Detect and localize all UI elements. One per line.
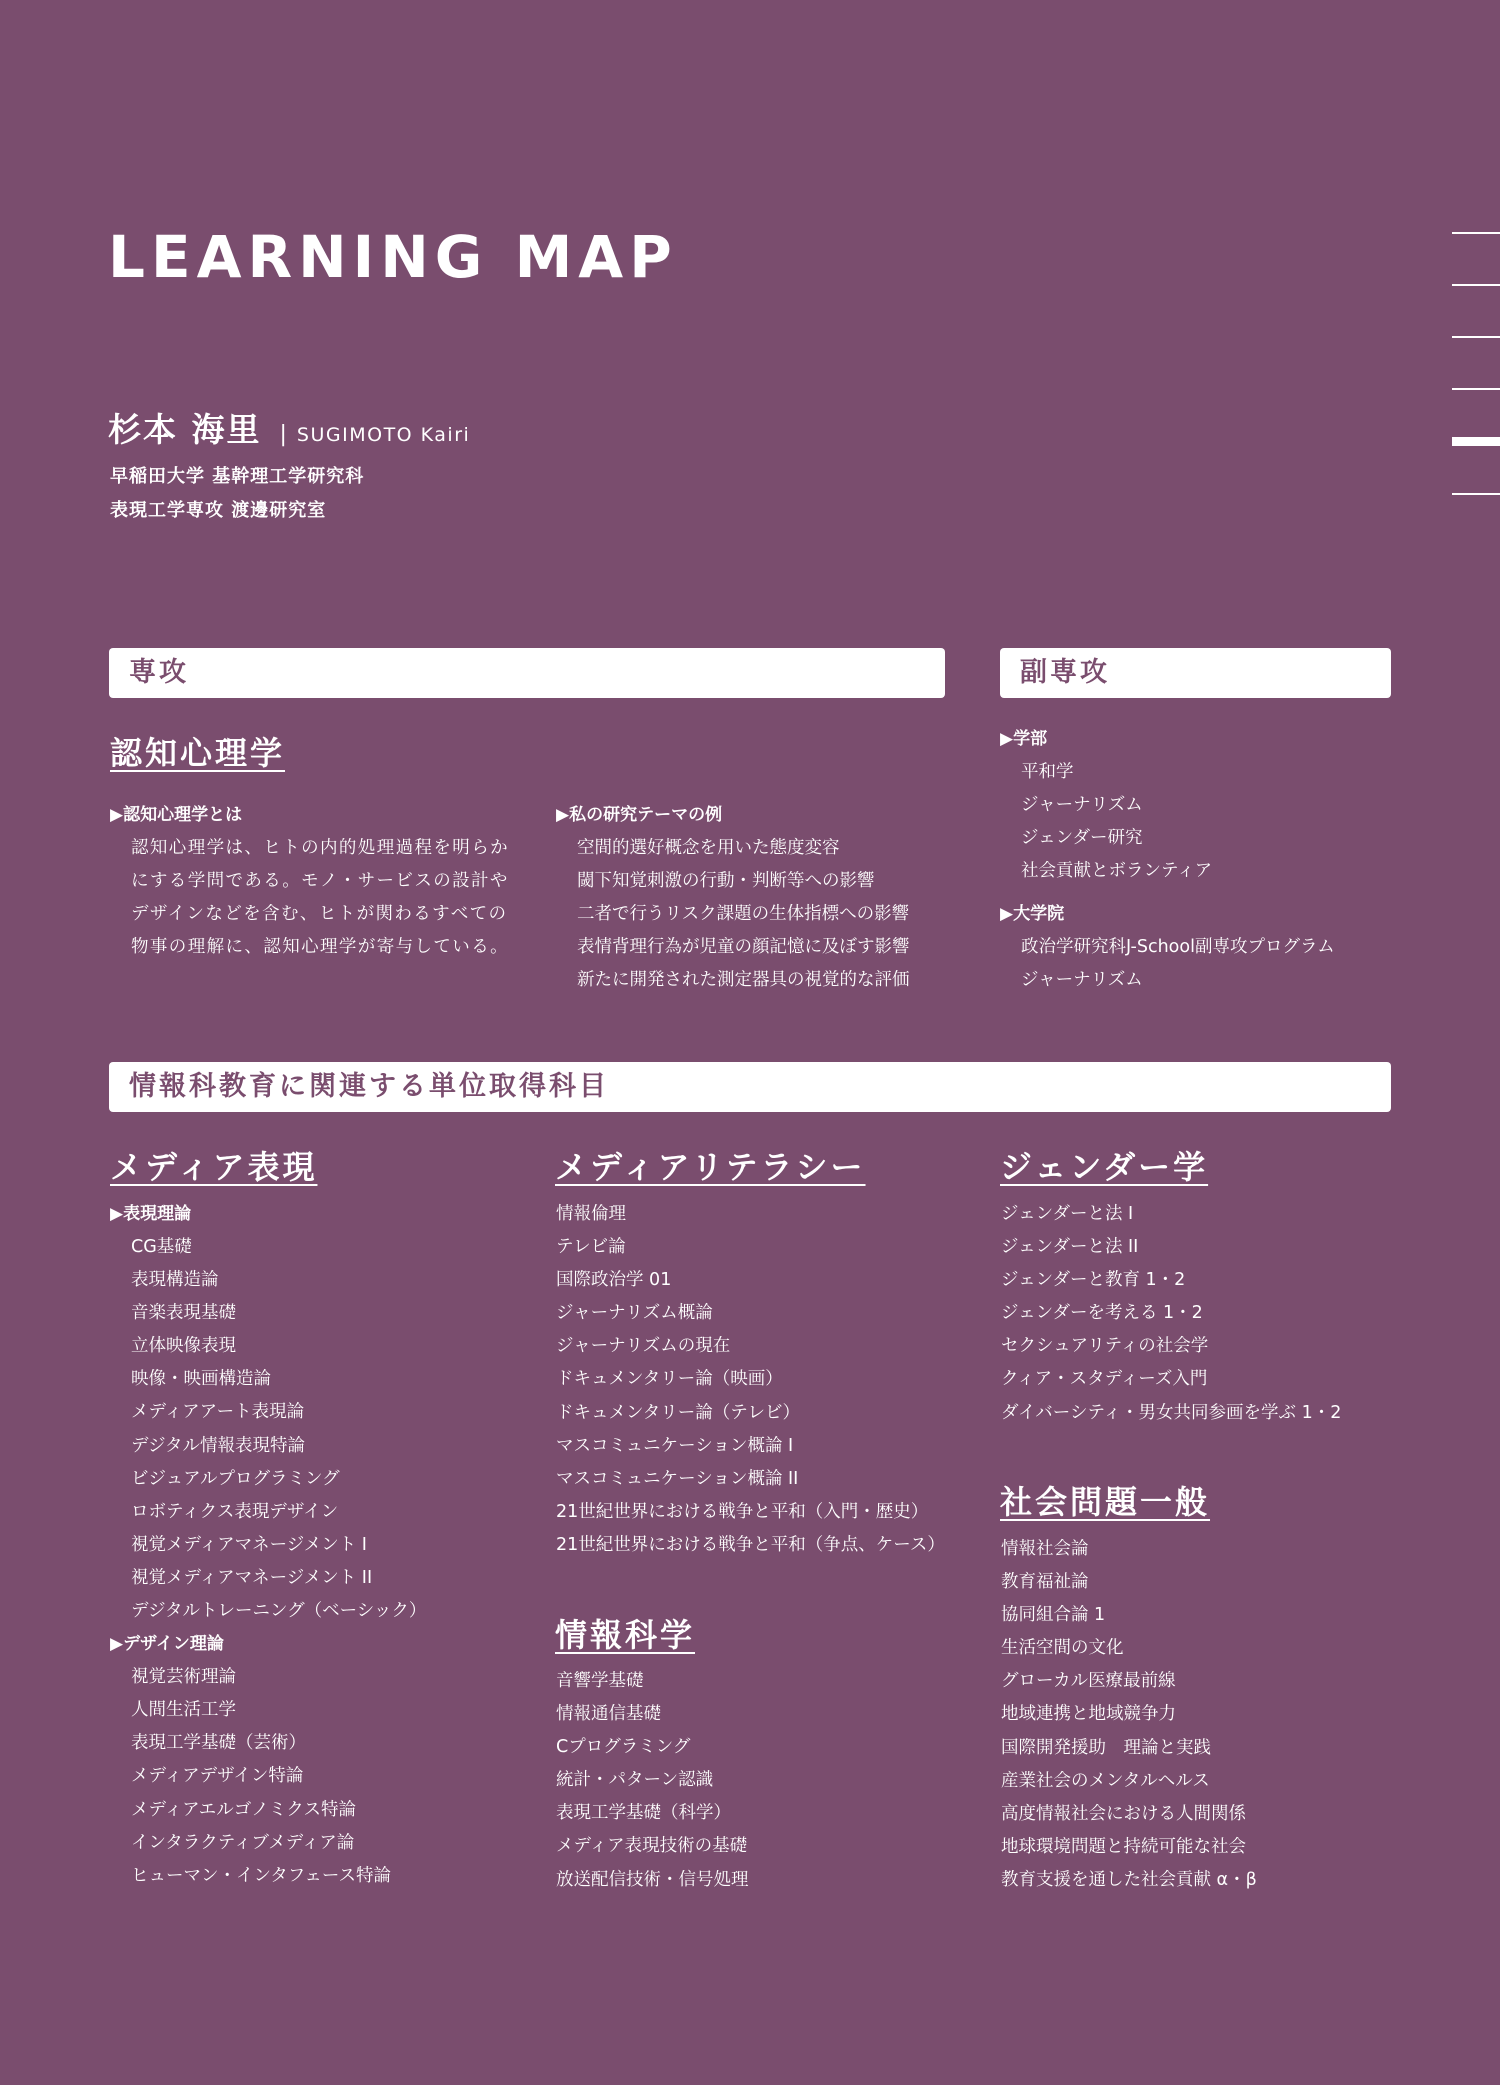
about-text: 認知心理学は、ヒトの内的処理過程を明らかにする学問である。モノ・サービスの設計やデザインなどを含む、ヒトが関わるすべての物事の理解に、認知心理学が寄与している。 [131, 838, 509, 957]
course-item: 視覚メディアマネージメント I [131, 1534, 367, 1555]
media-literacy-heading: メディアリテラシー [555, 1148, 866, 1186]
section-nav-tick-4[interactable] [1452, 388, 1500, 390]
course-item: ジャーナリズムの現在 [556, 1336, 731, 1357]
name-separator: | [279, 422, 287, 447]
affiliation-lab: 表現工学専攻 渡邊研究室 [110, 500, 327, 521]
course-item: ヒューマン・インタフェース特論 [131, 1865, 392, 1886]
major-themes [556, 799, 910, 997]
course-item: ロボティクス表現デザイン [131, 1501, 339, 1522]
name-english: SUGIMOTO Kairi [296, 424, 471, 446]
course-item: 人間生活工学 [131, 1700, 236, 1721]
course-item: 音楽表現基礎 [131, 1303, 236, 1324]
about-title: ▶認知心理学とは [110, 805, 243, 825]
information-science-heading: 情報科学 [555, 1616, 696, 1654]
gender-studies-heading: ジェンダー学 [1000, 1148, 1209, 1186]
media-expression-heading: メディア表現 [110, 1148, 318, 1186]
course-item: 情報通信基礎 [556, 1704, 661, 1725]
course-item: マスコミュニケーション概論 I [556, 1435, 794, 1456]
design-theory-list [110, 1661, 426, 1893]
section-nav[interactable] [1452, 232, 1500, 545]
minor-grad-item: 政治学研究科J-School副専攻プログラム [1021, 937, 1335, 958]
social-issues-heading: 社会問題一般 [1000, 1483, 1211, 1521]
course-item: 21世紀世界における戦争と平和（入門・歴史） [556, 1501, 929, 1522]
course-item: ジェンダーと法 II [1001, 1237, 1139, 1258]
course-item: テレビ論 [556, 1237, 626, 1258]
minor-undergrad-item: 社会貢献とボランティア [1021, 861, 1213, 882]
course-item: メディアエルゴノミクス特論 [131, 1799, 357, 1820]
minor-grad-item: ジャーナリズム [1021, 970, 1143, 991]
grad-list [1000, 931, 1335, 997]
page-title: LEARNING MAP [108, 223, 678, 291]
information-science-list [556, 1665, 749, 1897]
course-item: 地域連携と地域競争力 [1001, 1704, 1176, 1725]
minor-section [1000, 723, 1335, 998]
themes-list [556, 832, 910, 997]
media-expression-section [110, 1198, 426, 1893]
course-item: 統計・パターン認識 [556, 1770, 714, 1791]
course-item: CG基礎 [131, 1237, 192, 1257]
name-japanese: 杉本 海里 [108, 410, 262, 449]
course-item: クィア・スタディーズ入門 [1001, 1369, 1208, 1390]
research-theme-item: 新たに開発された測定器具の視覚的な評価 [577, 970, 910, 991]
course-item: 生活空間の文化 [1001, 1638, 1124, 1659]
course-item: メディア表現技術の基礎 [556, 1836, 748, 1857]
profile-name [108, 404, 470, 451]
section-nav-tick-6[interactable] [1452, 493, 1500, 495]
minor-undergrad-item: ジェンダー研究 [1021, 828, 1143, 849]
course-item: 21世紀世界における戦争と平和（争点、ケース） [556, 1534, 945, 1555]
course-item: ビジュアルプログラミング [131, 1468, 340, 1489]
gender-studies-list [1001, 1198, 1341, 1430]
course-item: デジタルトレーニング（ベーシック） [131, 1601, 427, 1622]
course-item: 表現構造論 [131, 1270, 219, 1291]
course-item: マスコミュニケーション概論 II [556, 1468, 799, 1489]
themes-title: ▶私の研究テーマの例 [556, 805, 723, 825]
undergrad-title: ▶学部 [1000, 729, 1048, 749]
major-heading: 認知心理学 [110, 734, 286, 772]
major-about [110, 799, 521, 964]
undergrad-list [1000, 756, 1335, 888]
major-bar: 専攻 [109, 648, 945, 698]
course-item: ダイバーシティ・男女共同参画を学ぶ 1・2 [1001, 1402, 1342, 1423]
course-item: 産業社会のメンタルヘルス [1001, 1770, 1210, 1791]
course-item: 視覚メディアマネージメント II [131, 1567, 373, 1588]
expression-theory-list [110, 1231, 426, 1628]
affiliation [110, 460, 364, 528]
course-item: 映像・映画構造論 [131, 1369, 271, 1390]
course-item: 国際政治学 01 [556, 1270, 672, 1291]
course-item: ジェンダーと法 I [1001, 1204, 1134, 1224]
minor-undergrad-item: ジャーナリズム [1021, 795, 1143, 816]
course-item: 教育福祉論 [1001, 1572, 1089, 1593]
course-item: 高度情報社会における人間関係 [1001, 1803, 1246, 1824]
course-item: ジェンダーを考える 1・2 [1001, 1303, 1203, 1324]
course-item: 表現工学基礎（科学） [556, 1803, 731, 1824]
course-item: ジャーナリズム概論 [556, 1303, 713, 1324]
course-item: ジェンダーと教育 1・2 [1001, 1270, 1186, 1291]
section-nav-tick-active[interactable] [1452, 437, 1500, 446]
course-item: ドキュメンタリー論（映画） [556, 1369, 783, 1390]
research-theme-item: 空間的選好概念を用いた態度変容 [577, 838, 840, 858]
course-item: 表現工学基礎（芸術） [131, 1733, 306, 1754]
course-item: 情報社会論 [1001, 1539, 1089, 1559]
minor-undergrad-item: 平和学 [1021, 762, 1074, 782]
course-item: Cプログラミング [556, 1737, 691, 1758]
course-item: 国際開発援助 理論と実践 [1001, 1737, 1211, 1758]
expression-theory-title: ▶表現理論 [110, 1204, 192, 1224]
course-item: 音響学基礎 [556, 1671, 644, 1691]
course-item: セクシュアリティの社会学 [1001, 1336, 1209, 1357]
media-literacy-list [556, 1198, 945, 1562]
research-theme-item: 二者で行うリスク課題の生体指標への影響 [577, 904, 910, 925]
design-theory-title: ▶デザイン理論 [110, 1634, 224, 1655]
course-item: 地球環境問題と持続可能な社会 [1001, 1836, 1246, 1857]
course-item: 協同組合論 1 [1001, 1605, 1106, 1626]
course-item: グローカル医療最前線 [1001, 1671, 1176, 1692]
course-item: 情報倫理 [556, 1204, 626, 1224]
course-item: メディアデザイン特論 [131, 1766, 304, 1787]
course-item: インタラクティブメディア論 [131, 1832, 355, 1853]
course-item: 立体映像表現 [131, 1336, 236, 1357]
minor-bar: 副専攻 [1000, 648, 1391, 698]
course-item: ドキュメンタリー論（テレビ） [556, 1402, 800, 1423]
course-item: デジタル情報表現特論 [131, 1435, 305, 1456]
section-nav-tick-3[interactable] [1452, 336, 1500, 338]
section-nav-tick-1[interactable] [1452, 232, 1500, 234]
course-item: 視覚芸術理論 [131, 1667, 236, 1688]
affiliation-university: 早稲田大学 基幹理工学研究科 [110, 466, 365, 487]
section-nav-tick-2[interactable] [1452, 284, 1500, 286]
course-item: メディアアート表現論 [131, 1402, 305, 1423]
social-issues-list [1001, 1533, 1257, 1897]
research-theme-item: 閾下知覚刺激の行動・判断等への影響 [577, 871, 875, 892]
grad-title: ▶大学院 [1000, 904, 1065, 925]
credits-bar: 情報科教育に関連する単位取得科目 [109, 1062, 1391, 1112]
research-theme-item: 表情背理行為が児童の顔記憶に及ぼす影響 [577, 937, 910, 958]
course-item: 放送配信技術・信号処理 [556, 1869, 749, 1890]
course-item: 教育支援を通した社会貢献 α・β [1001, 1869, 1257, 1890]
